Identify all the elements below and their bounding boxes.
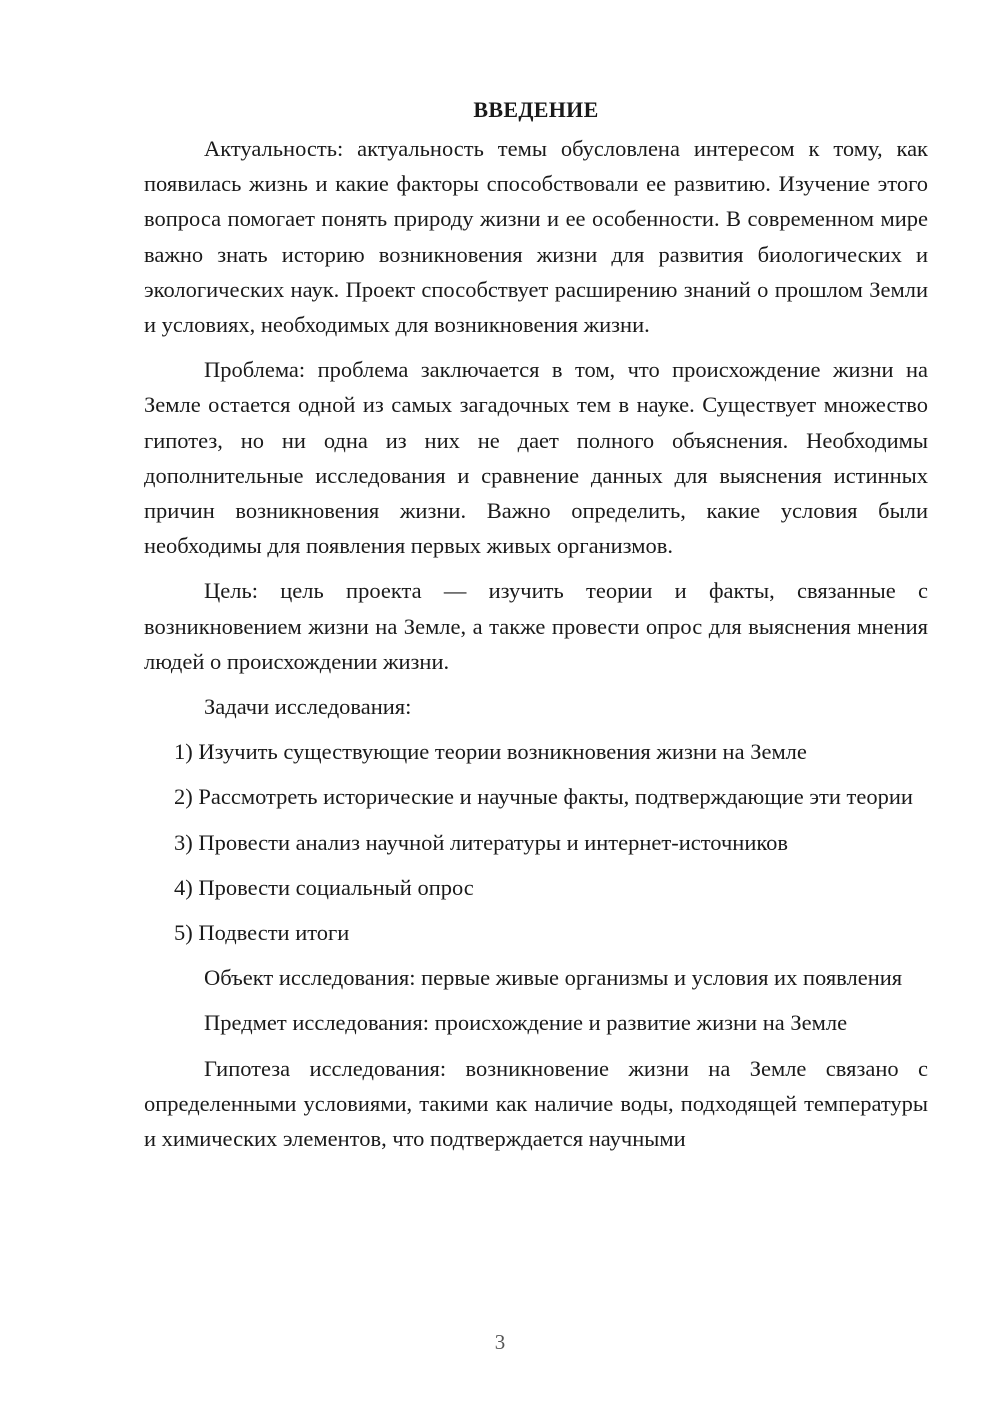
paragraph-object: Объект исследования: первые живые организмы и условия их появления <box>204 965 903 991</box>
paragraph-relevance: Актуальность: актуальность темы обусловлена интересом к тому, как появилась жизнь и какие факторы способствовали ее развитию. Изучение этого вопроса помогает понять природу жизни и ее особенности. В современном мире важно знать историю возникновения жизни для развития биологических и экологических наук. Проект способствует расширению знаний о прошлом Земли и условиях, необходимых для возникновения жизни. <box>144 136 928 338</box>
paragraph-problem: Проблема: проблема заключается в том, что происхождение жизни на Земле остается одной из самых загадочных тем в науке. Существует множество гипотез, но ни одна из них не дает полного объяснения. Необходимы дополнительные исследования и сравнение данных для выяснения истинных причин возникновения жизни. Важно определить, какие условия были необходимы для появления первых живых организмов. <box>144 357 928 559</box>
task-item: 5) Подвести итоги <box>174 920 350 946</box>
section-title: ВВЕДЕНИЕ <box>473 97 599 122</box>
paragraph-subject: Предмет исследования: происхождение и развитие жизни на Земле <box>204 1010 848 1036</box>
paragraph-goal: Цель: цель проекта — изучить теории и факты, связанные с возникновением жизни на Земле, а также провести опрос для выяснения мнения людей о происхождении жизни. <box>144 578 928 674</box>
task-item: 3) Провести анализ научной литературы и интернет-источников <box>174 829 789 855</box>
task-item: 4) Провести социальный опрос <box>174 874 474 900</box>
document-page <box>144 92 928 1156</box>
task-item: 2) Рассмотреть исторические и научные факты, подтверждающие эти теории <box>174 784 913 810</box>
paragraph-tasks-heading: Задачи исследования: <box>204 694 412 720</box>
task-item: 1) Изучить существующие теории возникновения жизни на Земле <box>174 739 807 765</box>
paragraph-hypothesis: Гипотеза исследования: возникновение жизни на Земле связано с определенными условиями, такими как наличие воды, подходящей температуры и химических элементов, что подтверждается научными <box>144 1055 928 1152</box>
page-number: 3 <box>494 1330 506 1354</box>
